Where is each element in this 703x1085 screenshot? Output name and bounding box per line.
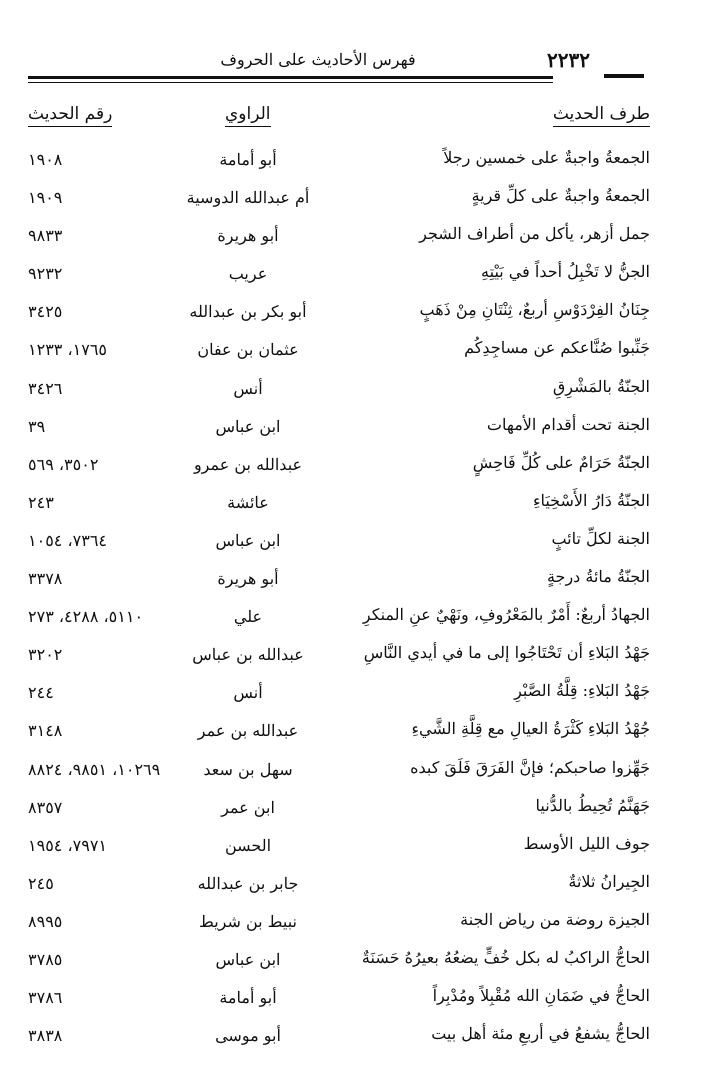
hadith-number: ٣٤٢٥ (28, 302, 63, 322)
table-row (28, 637, 650, 675)
hadith-number: ٩٢٣٢ (28, 264, 63, 284)
narrator: أبو أمامة (219, 150, 277, 169)
table-row (28, 218, 650, 256)
table-row (28, 180, 650, 218)
table-row (28, 447, 650, 485)
narrator: عريب (228, 264, 268, 284)
hadith-number: ٧٣٦٤، ١٠٥٤ (28, 530, 107, 550)
table-row (28, 752, 650, 790)
hadith-text: الجنّةُ مائةُ درجةٍ (546, 567, 650, 587)
hadith-number: ٢٤٤ (28, 683, 54, 703)
header-dash (604, 74, 644, 78)
hadith-text: الحاجُّ يشفعُ في أربعِ مئة أهل بيت (431, 1024, 650, 1044)
hadith-number: ٩٨٣٣ (28, 226, 63, 246)
hadith-text: جمل أزهر، يأكل من أطراف الشجر (419, 224, 650, 244)
narrator: عثمان بن عفان (197, 340, 299, 360)
hadith-text: الجنّةُ حَرَامٌ على كُلِّ فَاحِشٍ (472, 452, 650, 472)
narrator: عبدالله بن عباس (192, 645, 304, 665)
narrator: عائشة (227, 492, 269, 512)
column-header-narrator: الراوي (225, 104, 271, 127)
hadith-text: الحاجُّ في ضَمَانِ الله مُقْبِلاً ومُدْبِراً (432, 986, 650, 1006)
table-row (28, 332, 650, 370)
hadith-number: ١٧٦٥، ١٢٣٣ (28, 340, 107, 360)
table-row (28, 409, 650, 447)
page-header (28, 36, 650, 86)
hadith-number: ٣٥٠٢، ٥٦٩ (28, 454, 99, 474)
hadith-number: ٥١١٠، ٤٢٨٨، ٢٧٣ (28, 607, 144, 627)
column-headers (28, 104, 650, 130)
table-row (28, 980, 650, 1018)
hadith-number: ٣٩ (28, 416, 46, 436)
hadith-text: جِنَانُ الفِرْدَوْسِ أربعٌ، ثِنْتَانِ مِنْ ذَهَبٍ (419, 300, 650, 320)
table-row (28, 828, 650, 866)
narrator: أبو بكر بن عبدالله (189, 302, 307, 322)
narrator: سهل بن سعد (203, 759, 293, 779)
narrator: الحسن (224, 835, 272, 855)
hadith-text: جَهْدُ البَلاءِ: قِلَّةُ الصَّبْرِ (514, 681, 650, 701)
narrator: جابر بن عبدالله (197, 873, 299, 893)
narrator: أبو أمامة (219, 988, 277, 1008)
hadith-number: ١٠٢٦٩، ٩٨٥١، ٨٨٢٤ (28, 759, 161, 779)
hadith-text: جَهَنَّمُ تُحِيطُ بالدُّنيا (535, 795, 650, 815)
narrator: أبو موسى (215, 1026, 281, 1046)
column-header-hadith-text: طرف الحديث (553, 104, 650, 127)
column-header-hadith-number: رقم الحديث (28, 104, 112, 127)
table-row (28, 142, 650, 180)
table-row (28, 866, 650, 904)
table-row (28, 675, 650, 713)
hadith-text: الحاجُّ الراكبُ له بكل خُفٍّ يضعُهُ بعيرُهُ حَسَنَةٌ (361, 947, 650, 967)
table-row (28, 790, 650, 828)
hadith-number: ٣٧٨٥ (28, 949, 63, 969)
table-row (28, 523, 650, 561)
narrator: علي (233, 607, 263, 627)
table-row (28, 1018, 650, 1056)
hadith-number: ٣٧٨٦ (28, 988, 63, 1008)
narrator: أبو هريرة (217, 569, 279, 589)
table-row (28, 485, 650, 523)
hadith-number: ٢٤٣ (28, 492, 54, 512)
narrator: أم عبدالله الدوسية (186, 188, 310, 208)
narrator: أنس (233, 683, 263, 703)
narrator: ابن عباس (215, 416, 281, 436)
hadith-number: ٨٣٥٧ (28, 797, 63, 817)
narrator: أبو هريرة (217, 226, 279, 246)
narrator: نبيط بن شريط (199, 911, 297, 931)
hadith-text: الجنة تحت أقدام الأمهات (486, 414, 650, 434)
hadith-number: ٨٩٩٥ (28, 911, 63, 931)
narrator: عبدالله بن عمر (197, 721, 299, 741)
narrator: ابن عمر (221, 797, 275, 817)
table-row (28, 294, 650, 332)
hadith-number: ٧٩٧١، ١٩٥٤ (28, 835, 107, 855)
narrator: ابن عباس (215, 530, 281, 550)
header-rule-thin (28, 82, 553, 83)
hadith-text: الجنة لكلِّ تائبٍ (551, 528, 650, 548)
hadith-text: جوف الليل الأوسط (523, 833, 650, 853)
hadith-number: ١٩٠٨ (28, 150, 63, 169)
hadith-text: الجهادُ أربعٌ: أَمْرٌ بالمَعْرُوفِ، ونَهْيٌ عنِ المنكرِ (362, 605, 650, 625)
hadith-index-table (28, 142, 650, 1056)
table-row (28, 256, 650, 294)
hadith-number: ٣٨٣٨ (28, 1026, 63, 1046)
hadith-text: الجنّةُ دَارُ الأَسْخِيَاءِ (532, 490, 650, 510)
hadith-text: الجنُّ لا تَخْبِلُ أحداً في بَيْتِهِ (481, 262, 650, 282)
table-row (28, 904, 650, 942)
hadith-text: الجمعةُ واجبةٌ على خمسين رجلاً (443, 148, 650, 167)
running-title: فهرس الأحاديث على الحروف (220, 50, 416, 69)
hadith-number: ٣٣٧٨ (28, 569, 63, 589)
table-row (28, 371, 650, 409)
table-row (28, 942, 650, 980)
narrator: عبدالله بن عمرو (193, 454, 303, 474)
narrator: ابن عباس (215, 949, 281, 969)
hadith-text: الجنّةُ بالمَشْرِقِ (552, 376, 650, 396)
hadith-text: الجمعةُ واجبةٌ على كلِّ قريةٍ (471, 186, 650, 206)
hadith-number: ١٩٠٩ (28, 188, 63, 208)
hadith-number: ٣١٤٨ (28, 721, 63, 741)
hadith-text: الجيزة روضة من رياض الجنة (460, 909, 650, 929)
hadith-number: ٣٤٢٦ (28, 378, 63, 398)
header-rule (28, 76, 553, 79)
table-row (28, 713, 650, 751)
page-number: ٢٢٣٢ (547, 48, 590, 72)
hadith-text: جَنِّبوا صُنَّاعكم عن مساجِدِكُم (464, 338, 650, 358)
hadith-number: ٢٤٥ (28, 873, 54, 893)
table-row (28, 599, 650, 637)
hadith-text: جُهْدُ البَلاءِ كَثْرَةُ العيالِ مع قِلَّةِ الشَّيءِ (411, 719, 650, 739)
hadith-text: جَهْدُ البَلاءِ أن تَحْتَاجُوا إلى ما في أيدي النَّاسِ (363, 643, 650, 663)
table-row (28, 561, 650, 599)
narrator: أنس (233, 378, 263, 398)
hadith-text: جَهِّزوا صاحبكم؛ فإنَّ الفَرَقَ فَلَقَ كبده (410, 757, 650, 777)
hadith-number: ٣٢٠٢ (28, 645, 63, 665)
hadith-text: الجِيرانُ ثلاثةٌ (568, 871, 650, 891)
